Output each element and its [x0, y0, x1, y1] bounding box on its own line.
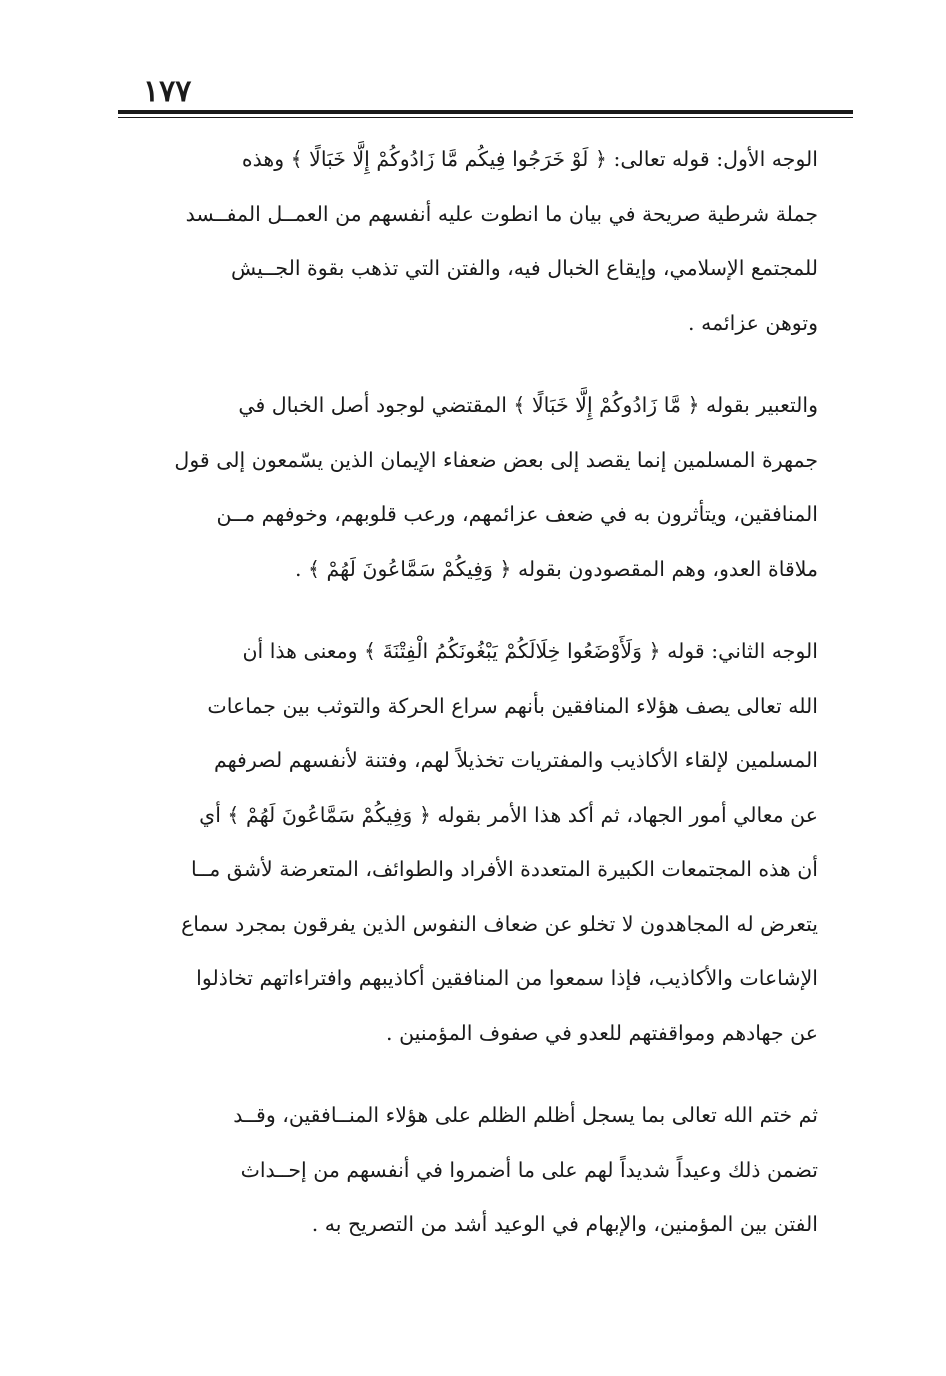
page-number: ١٧٧: [143, 74, 192, 109]
paragraph-gap: [270, 1060, 818, 1088]
paragraph-1: [185, 132, 818, 350]
text-line: الوجه الأول: قوله تعالى: ﴿ لَوْ خَرَجُوا فِيكُم مَّا زَادُوكُمْ إِلَّا خَبَالًا ﴾ وهذه: [241, 147, 818, 171]
paragraph-4: [233, 1088, 818, 1252]
text-line: والتعبير بقوله ﴿ مَّا زَادُوكُمْ إِلَّا خَبَالًا ﴾ المقتضي لوجود أصل الخبال في: [238, 393, 818, 417]
text-line: الإشاعات والأكاذيب، فإذا سمعوا من المنافقين أكاذيبهم وافتراءاتهم تخاذلوا: [196, 966, 818, 990]
text-line: وتوهن عزائمه .: [688, 310, 818, 335]
text-line: عن معالي أمور الجهاد، ثم أكد هذا الأمر بقوله ﴿ وَفِيكُمْ سَمَّاعُونَ لَهُمْ ﴾ أي: [199, 802, 818, 827]
text-line: عن جهادهم ومواقفتهم للعدو في صفوف المؤمنين .: [386, 1020, 818, 1045]
text-line: الوجه الثاني: قوله ﴿ وَلَأَوْضَعُوا خِلَالَكُمْ يَبْغُونَكُمُ الْفِتْنَةَ ﴾ ومعنى هذا أن: [242, 639, 818, 663]
text-line: يتعرض له المجاهدون لا تخلو عن ضعاف النفوس الذين يفرقون بمجرد سماع: [181, 911, 818, 936]
paragraph-3: [181, 624, 818, 1060]
header-rule-thick: [118, 110, 853, 114]
text-line: للمجتمع الإسلامي، وإيقاع الخبال فيه، والفتن التي تذهب بقوة الجــيش: [231, 256, 818, 280]
page-text-body: [174, 132, 818, 1252]
text-line: الله تعالى يصف هؤلاء المنافقين بأنهم سراع الحركة والتوثب بين جماعات: [207, 693, 818, 718]
text-line: المنافقين، ويتأثرون به في ضعف عزائمهم، ورعب قلوبهم، وخوفهم مــن: [216, 502, 818, 526]
text-line: تضمن ذلك وعيداً شديداً لهم على ما أضمروا في أنفسهم من إحــداث: [240, 1157, 818, 1182]
paragraph-2: [174, 378, 818, 596]
paragraph-gap: [270, 596, 818, 624]
header-rule-thin: [118, 117, 853, 118]
text-line: الفتن بين المؤمنين، والإبهام في الوعيد أشد من التصريح به .: [311, 1212, 818, 1236]
text-line: جملة شرطية صريحة في بيان ما انطوت عليه أنفسهم من العمــل المفــسد: [185, 201, 818, 226]
text-line: المسلمين لإلقاء الأكاذيب والمفتريات تخذيلاً لهم، وفتنة لأنفسهم لصرفهم: [213, 748, 818, 772]
text-line: أن هذه المجتمعات الكبيرة المتعددة الأفراد والطوائف، المتعرضة لأشق مــا: [191, 857, 818, 881]
paragraph-gap: [270, 350, 818, 378]
text-line: جمهرة المسلمين إنما يقصد إلى بعض ضعفاء الإيمان الذين يسّمعون إلى قول: [174, 447, 818, 472]
text-line: ملاقاة العدو، وهم المقصودون بقوله ﴿ وَفِيكُمْ سَمَّاعُونَ لَهُمْ ﴾ .: [294, 556, 818, 581]
text-line: ثم ختم الله تعالى بما يسجل أظلم الظلم على هؤلاء المنــافقين، وقــد: [233, 1103, 818, 1127]
